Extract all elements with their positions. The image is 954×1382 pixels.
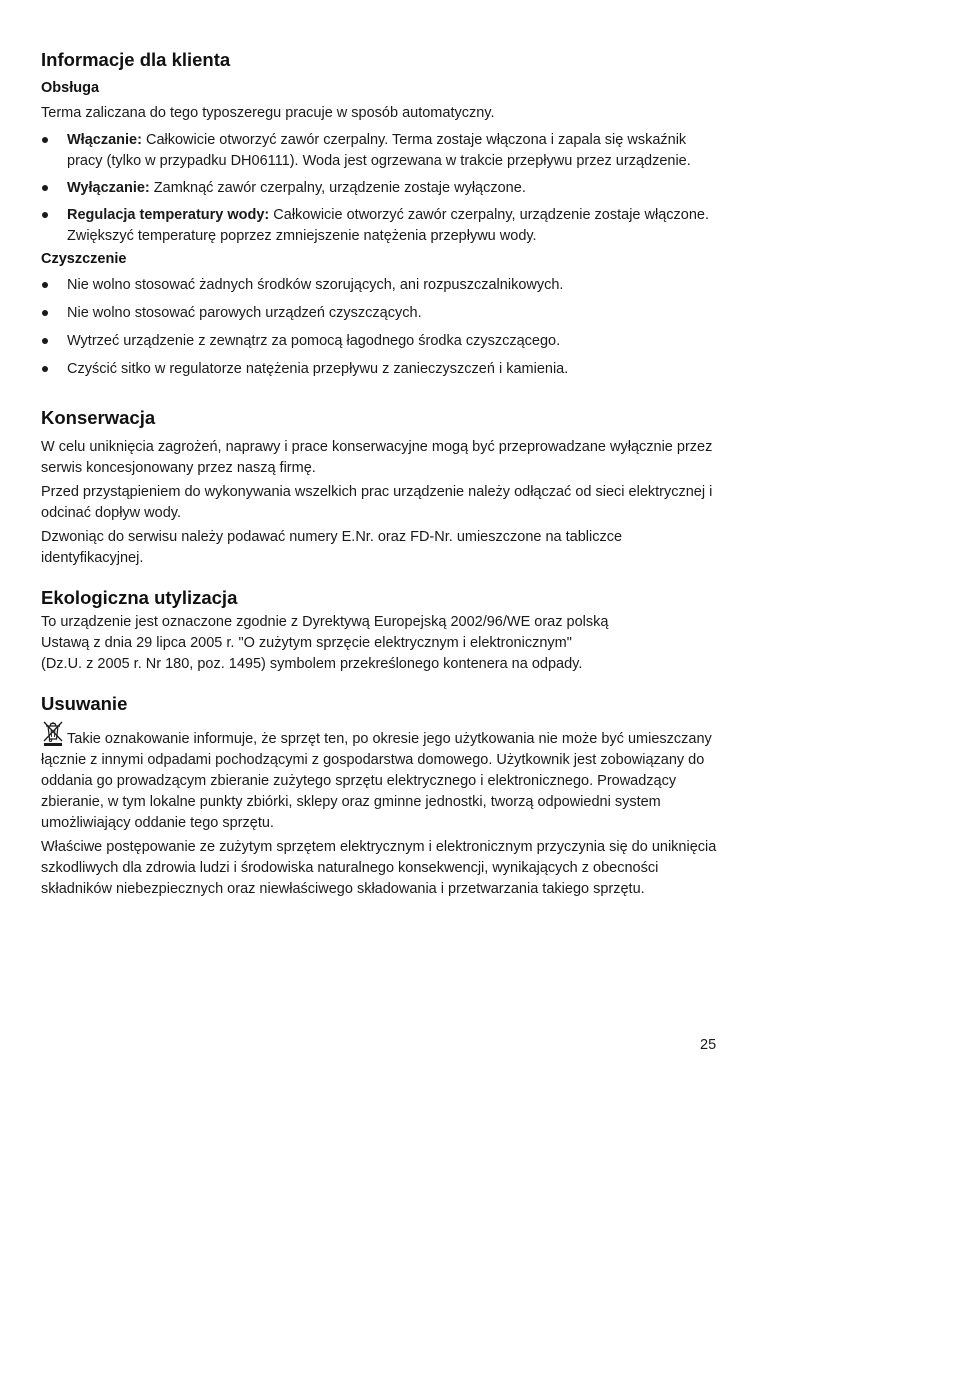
section-title-ekologiczna: Ekologiczna utylizacja <box>41 587 238 608</box>
czyszczenie-list <box>41 275 721 380</box>
list-item: Czyścić sitko w regulatorze natężenia przepływu z zanieczyszczeń i kamienia. <box>41 359 721 380</box>
list-item-regulacja <box>41 205 721 247</box>
usuwanie-paragraph-1 <box>41 720 721 834</box>
paragraph: W celu uniknięcia zagrożeń, naprawy i prace konserwacyjne mogą być przeprowadzane wyłącznie przez serwis koncesjonowany przez naszą firmę. <box>41 439 713 476</box>
list-item: Nie wolno stosować żadnych środków szorujących, ani rozpuszczalnikowych. <box>41 275 721 296</box>
list-item-text: Zamknąć zawór czerpalny, urządzenie zostaje wyłączone. <box>149 180 526 196</box>
text-line: Ustawą z dnia 29 lipca 2005 r. "O zużytym sprzęcie elektrycznym i elektronicznym" <box>41 635 572 651</box>
list-item: Nie wolno stosować parowych urządzeń czyszczących. <box>41 303 721 324</box>
section-title-konserwacja: Konserwacja <box>41 407 156 428</box>
ekologiczna-text <box>41 612 721 675</box>
list-item-wylaczanie <box>41 178 721 199</box>
list-item-label: Wyłączanie: <box>67 180 150 196</box>
document-page <box>41 48 721 900</box>
list-item-text: Całkowicie otworzyć zawór czerpalny. Terma zostaje włączona i zapala się wskaźnik pracy (tylko w przypadku DH06111). Woda jest ogrzewana w trakcie przepływu przez urządzenie. <box>67 132 691 169</box>
subheading-czyszczenie: Czyszczenie <box>41 251 127 267</box>
section-title-usuwanie: Usuwanie <box>41 693 128 714</box>
list-item-wlaczanie <box>41 130 721 172</box>
obsluga-list <box>41 130 721 247</box>
crossed-out-wheelie-bin-icon <box>41 720 65 746</box>
paragraph: Dzwoniąc do serwisu należy podawać numery E.Nr. oraz FD-Nr. umieszczone na tabliczce identyfikacyjnej. <box>41 529 623 566</box>
list-item: Wytrzeć urządzenie z zewnątrz za pomocą łagodnego środka czyszczącego. <box>41 331 721 352</box>
obsluga-intro: Terma zaliczana do tego typoszeregu pracuje w sposób automatyczny. <box>41 105 495 121</box>
text-line: (Dz.U. z 2005 r. Nr 180, poz. 1495) symbolem przekreślonego kontenera na odpady. <box>41 656 583 672</box>
text-line: To urządzenie jest oznaczone zgodnie z Dyrektywą Europejską 2002/96/WE oraz polską <box>41 614 609 630</box>
subheading-obsluga: Obsługa <box>41 80 100 96</box>
paragraph: Przed przystąpieniem do wykonywania wszelkich prac urządzenie należy odłączać od sieci elektrycznej i odcinać dopływ wody. <box>41 484 713 521</box>
paragraph-text: Takie oznakowanie informuje, że sprzęt ten, po okresie jego użytkowania nie może być umieszczany łącznie z innymi odpadami pochodzącymi z gospodarstwa domowego. Użytkownik jest zobowiązany do oddania go prowadzącym zbieranie zużytego sprzętu elektrycznego i elektronicznego. Prowadzący zbieranie, w tym lokalne punkty zbiórki, sklepy oraz gminne jednostki, tworzą odpowiedni system umożliwiający oddanie tego sprzętu. <box>41 731 712 831</box>
list-item-label: Włączanie: <box>67 132 142 148</box>
section-title-informacje: Informacje dla klienta <box>41 49 231 70</box>
list-item-text: Całkowicie otworzyć zawór czerpalny, urządzenie zostaje włączone. Zwiększyć temperaturę poprzez zmniejszenie natężenia przepływu wody. <box>67 207 710 244</box>
usuwanie-paragraph-2: Właściwe postępowanie ze zużytym sprzętem elektrycznym i elektronicznym przyczynia się do uniknięcia szkodliwych dla zdrowia ludzi i środowiska naturalnego konsekwencji, wynikających z obecności składników niebezpiecznych oraz niewłaściwego składowania i przetwarzania takiego sprzętu. <box>41 839 717 897</box>
page-number: 25 <box>700 1037 717 1053</box>
list-item-label: Regulacja temperatury wody: <box>67 207 270 223</box>
